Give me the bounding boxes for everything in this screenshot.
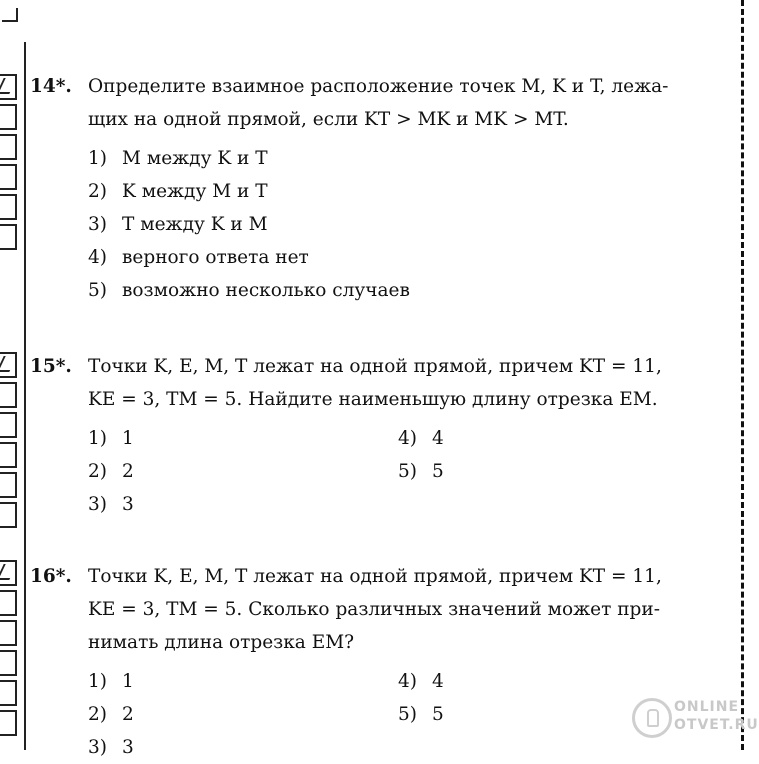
option[interactable]: 2) 2 (88, 461, 134, 482)
answer-box[interactable] (0, 382, 17, 408)
problem-number: 15*. (30, 356, 72, 377)
problem-statement (88, 560, 735, 659)
statement-line: Определите взаимное расположение точек M, K и T, лежа- (88, 76, 669, 97)
problem-16 (30, 560, 735, 764)
option[interactable]: 3) 3 (88, 494, 134, 515)
answer-boxes-14 (0, 74, 19, 254)
answer-options (88, 142, 735, 307)
problem-14 (30, 70, 735, 307)
option[interactable]: 1) M между K и T (88, 148, 268, 169)
answer-boxes-15 (0, 352, 19, 532)
option[interactable]: 3) 3 (88, 737, 134, 758)
option[interactable]: 4) 4 (398, 671, 444, 692)
problem-statement (88, 70, 735, 136)
statement-line: щих на одной прямой, если KT > MK и MK > MT. (88, 109, 569, 130)
answer-box-checked[interactable] (0, 74, 17, 100)
option[interactable]: 4) 4 (398, 428, 444, 449)
statement-line: нимать длина отрезка EM? (88, 632, 355, 653)
statement-line: Точки K, E, M, T лежат на одной прямой, причем KT = 11, (88, 566, 662, 587)
answer-box[interactable] (0, 194, 17, 220)
answer-box[interactable] (0, 104, 17, 130)
answer-box-checked[interactable] (0, 352, 17, 378)
option[interactable]: 2) K между M и T (88, 181, 268, 202)
option[interactable]: 3) T между K и M (88, 214, 268, 235)
statement-line: KE = 3, TM = 5. Сколько различных значений может при- (88, 599, 660, 620)
answer-box[interactable] (0, 710, 17, 736)
problem-15 (30, 350, 735, 521)
statement-line: Точки K, E, M, T лежат на одной прямой, причем KT = 11, (88, 356, 662, 377)
lightbulb-icon (632, 698, 672, 738)
option[interactable]: 1) 1 (88, 671, 134, 692)
option[interactable]: 5) возможно несколько случаев (88, 280, 410, 301)
answer-boxes-16 (0, 560, 19, 740)
answer-box[interactable] (0, 442, 17, 468)
watermark-line: ONLINE (674, 699, 740, 715)
option[interactable]: 2) 2 (88, 704, 134, 725)
answer-box[interactable] (0, 590, 17, 616)
answer-box[interactable] (0, 502, 17, 528)
problem-number: 14*. (30, 76, 72, 97)
margin-corner-mark (2, 8, 18, 22)
answer-box[interactable] (0, 224, 17, 250)
answer-box[interactable] (0, 134, 17, 160)
answer-box[interactable] (0, 680, 17, 706)
cut-line (741, 0, 744, 750)
option[interactable]: 5) 5 (398, 461, 444, 482)
watermark (632, 696, 759, 744)
answer-box[interactable] (0, 620, 17, 646)
watermark-line: OTVET.RU (674, 717, 759, 733)
answer-box[interactable] (0, 472, 17, 498)
statement-line: KE = 3, TM = 5. Найдите наименьшую длину отрезка EM. (88, 389, 658, 410)
option[interactable]: 4) верного ответа нет (88, 247, 309, 268)
margin-line (24, 42, 26, 750)
option[interactable]: 5) 5 (398, 704, 444, 725)
problem-statement (88, 350, 735, 416)
answer-box[interactable] (0, 412, 17, 438)
answer-box[interactable] (0, 164, 17, 190)
answer-box-checked[interactable] (0, 560, 17, 586)
problem-number: 16*. (30, 566, 72, 587)
option[interactable]: 1) 1 (88, 428, 134, 449)
answer-box[interactable] (0, 650, 17, 676)
answer-options (88, 422, 735, 521)
